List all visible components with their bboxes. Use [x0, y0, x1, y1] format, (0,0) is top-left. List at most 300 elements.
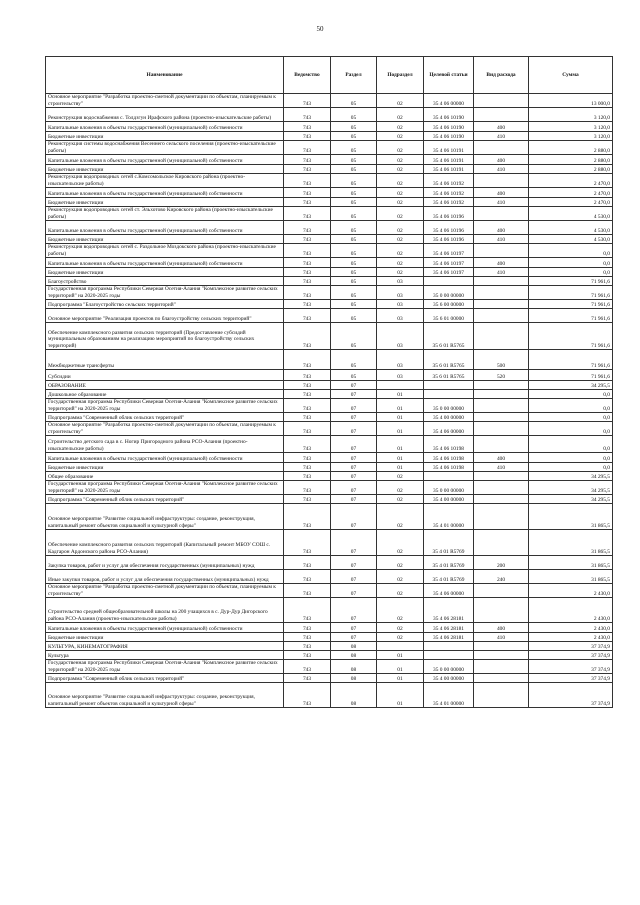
- table-row: [46, 570, 613, 584]
- row-subsection: 01: [377, 453, 424, 463]
- row-subsection: 02: [377, 556, 424, 570]
- row-subsection: 02: [377, 174, 424, 188]
- row-subsection: 03: [377, 323, 424, 350]
- table-row: [46, 623, 613, 633]
- row-sum: 0,0: [529, 413, 613, 422]
- row-expense-type: 240: [474, 570, 529, 584]
- row-ministry: 743: [284, 244, 331, 258]
- row-name: Бюджетные инвестиции: [46, 235, 284, 244]
- row-sum: 71 961,6: [529, 370, 613, 381]
- row-target: 35 6 01 R5765: [424, 370, 474, 381]
- row-target: 35 0 00 00000: [424, 286, 474, 300]
- row-sum: 2 430,0: [529, 633, 613, 642]
- row-sum: 37 374,9: [529, 660, 613, 674]
- row-subsection: 02: [377, 244, 424, 258]
- row-section: 07: [331, 556, 377, 570]
- row-name: Основное мероприятие "Разработка проектно-сметной документации по объектам, планируемым к строительству": [46, 94, 284, 108]
- row-name: Подпрограмма "Современный облик сельских территорий": [46, 495, 284, 504]
- row-section: 05: [331, 188, 377, 198]
- row-expense-type: [474, 642, 529, 651]
- row-ministry: 743: [284, 390, 331, 399]
- row-ministry: 743: [284, 108, 331, 122]
- row-target: 35 4 00 00000: [424, 495, 474, 504]
- header-subsection: Подраздел: [377, 57, 424, 94]
- row-sum: 2 430,0: [529, 598, 613, 623]
- row-expense-type: [474, 174, 529, 188]
- row-name: Культура: [46, 651, 284, 660]
- row-ministry: 743: [284, 122, 331, 132]
- row-ministry: 743: [284, 633, 331, 642]
- row-ministry: 743: [284, 165, 331, 174]
- row-sum: 34 295,5: [529, 472, 613, 481]
- row-target: 35 4 06 10196: [424, 235, 474, 244]
- row-target: 35 4 06 10192: [424, 198, 474, 207]
- row-name: Общее образование: [46, 472, 284, 481]
- row-subsection: 01: [377, 422, 424, 436]
- row-target: 35 4 00 00000: [424, 413, 474, 422]
- row-section: 05: [331, 300, 377, 309]
- row-subsection: 02: [377, 623, 424, 633]
- row-sum: 31 865,5: [529, 570, 613, 584]
- row-section: 07: [331, 530, 377, 556]
- row-expense-type: 400: [474, 155, 529, 165]
- row-section: 05: [331, 174, 377, 188]
- row-target: 35 4 06 10190: [424, 108, 474, 122]
- table-row: [46, 651, 613, 660]
- row-target: 35 4 06 28181: [424, 598, 474, 623]
- row-sum: 4 530,0: [529, 207, 613, 221]
- row-expense-type: [474, 390, 529, 399]
- table-row: [46, 174, 613, 188]
- row-sum: 2 430,0: [529, 623, 613, 633]
- row-name: Бюджетные инвестиции: [46, 132, 284, 141]
- row-target: 35 6 00 00000: [424, 300, 474, 309]
- row-ministry: 743: [284, 481, 331, 495]
- row-section: 07: [331, 463, 377, 472]
- row-section: 07: [331, 570, 377, 584]
- row-sum: 31 865,5: [529, 530, 613, 556]
- row-subsection: 02: [377, 141, 424, 155]
- row-section: 05: [331, 221, 377, 235]
- row-section: 07: [331, 422, 377, 436]
- row-expense-type: [474, 309, 529, 323]
- table-row: [46, 258, 613, 268]
- row-target: [424, 381, 474, 390]
- row-expense-type: [474, 651, 529, 660]
- row-sum: 2 880,0: [529, 141, 613, 155]
- row-sum: 0,0: [529, 422, 613, 436]
- row-section: 07: [331, 504, 377, 530]
- row-target: [424, 277, 474, 286]
- row-section: 05: [331, 323, 377, 350]
- row-subsection: 02: [377, 235, 424, 244]
- table-row: [46, 381, 613, 390]
- row-expense-type: 200: [474, 556, 529, 570]
- header-row: [46, 57, 613, 94]
- row-sum: 37 374,9: [529, 642, 613, 651]
- row-section: 05: [331, 350, 377, 370]
- row-sum: 71 961,6: [529, 286, 613, 300]
- row-ministry: 743: [284, 207, 331, 221]
- table-row: [46, 674, 613, 683]
- row-expense-type: 410: [474, 132, 529, 141]
- row-name: Бюджетные инвестиции: [46, 633, 284, 642]
- row-name: Дошкольное образование: [46, 390, 284, 399]
- row-name: Бюджетные инвестиции: [46, 198, 284, 207]
- row-ministry: 743: [284, 660, 331, 674]
- row-sum: 3 120,0: [529, 122, 613, 132]
- row-sum: 0,0: [529, 244, 613, 258]
- row-subsection: 02: [377, 155, 424, 165]
- row-ministry: 743: [284, 422, 331, 436]
- row-target: 35 4 06 10196: [424, 207, 474, 221]
- row-section: 05: [331, 155, 377, 165]
- row-expense-type: [474, 381, 529, 390]
- row-subsection: 01: [377, 674, 424, 683]
- row-subsection: 02: [377, 268, 424, 277]
- row-expense-type: [474, 504, 529, 530]
- budget-table: [45, 56, 613, 708]
- row-sum: 2 470,0: [529, 188, 613, 198]
- row-target: 35 4 06 10190: [424, 122, 474, 132]
- row-name: Обеспечение комплексного развития сельских территорий (Предоставление субсидий муниципальным образованиям на реализацию мероприятий по благоустройству сельских территорий): [46, 323, 284, 350]
- row-sum: 4 530,0: [529, 235, 613, 244]
- row-name: Основное мероприятие "Развитие социальной инфраструктуры: создание, реконструкция, капитальный ремонт объектов социальной и культурной сферы": [46, 683, 284, 708]
- row-name: Основное мероприятие "Реализация проектов по благоустройству сельских территорий": [46, 309, 284, 323]
- row-name: Бюджетные инвестиции: [46, 268, 284, 277]
- row-name: КУЛЬТУРА, КИНЕМАТОГРАФИЯ: [46, 642, 284, 651]
- row-name: Реконструкция водоснабжения с. Толдзгун Ирафского района (проектно-изыскательские работы): [46, 108, 284, 122]
- page-number: 50: [316, 25, 324, 33]
- row-expense-type: 500: [474, 350, 529, 370]
- row-ministry: 743: [284, 683, 331, 708]
- row-subsection: 02: [377, 481, 424, 495]
- table-row: [46, 598, 613, 623]
- table-row: [46, 399, 613, 413]
- row-name: Закупка товаров, работ и услуг для обеспечения государственных (муниципальных) нужд: [46, 556, 284, 570]
- row-sum: 2 470,0: [529, 174, 613, 188]
- row-section: 05: [331, 370, 377, 381]
- row-expense-type: 410: [474, 165, 529, 174]
- row-sum: 31 865,5: [529, 504, 613, 530]
- row-name: Обеспечение комплексного развития сельских территорий (Капитальный ремонт МБОУ СОШ с. Кадгарон Ардонского района РСО-Алания): [46, 530, 284, 556]
- row-subsection: 02: [377, 132, 424, 141]
- row-section: 05: [331, 132, 377, 141]
- row-expense-type: 400: [474, 453, 529, 463]
- row-subsection: 02: [377, 530, 424, 556]
- row-expense-type: [474, 244, 529, 258]
- table-row: [46, 413, 613, 422]
- row-expense-type: [474, 94, 529, 108]
- row-ministry: 743: [284, 155, 331, 165]
- row-section: 05: [331, 277, 377, 286]
- row-section: 07: [331, 495, 377, 504]
- row-expense-type: [474, 472, 529, 481]
- row-expense-type: [474, 584, 529, 598]
- row-expense-type: [474, 277, 529, 286]
- row-name: Благоустройство: [46, 277, 284, 286]
- row-expense-type: 410: [474, 198, 529, 207]
- row-target: 35 4 06 10197: [424, 244, 474, 258]
- row-expense-type: 400: [474, 221, 529, 235]
- row-ministry: 743: [284, 221, 331, 235]
- row-ministry: 743: [284, 132, 331, 141]
- row-section: 07: [331, 413, 377, 422]
- row-section: 07: [331, 453, 377, 463]
- row-section: 08: [331, 642, 377, 651]
- row-section: 05: [331, 165, 377, 174]
- row-target: 35 4 06 10197: [424, 258, 474, 268]
- row-target: 35 4 06 10191: [424, 155, 474, 165]
- row-name: Капитальные вложения в объекты государственной (муниципальной) собственности: [46, 188, 284, 198]
- row-target: 35 4 06 10191: [424, 165, 474, 174]
- row-sum: 71 961,6: [529, 309, 613, 323]
- row-subsection: 03: [377, 350, 424, 370]
- row-section: 07: [331, 472, 377, 481]
- row-sum: 34 295,5: [529, 381, 613, 390]
- table-row: [46, 660, 613, 674]
- row-sum: 0,0: [529, 436, 613, 453]
- row-name: Строительство детского сада в с. Ногир Пригородного района РСО-Алания (проектно-изыскательские работы): [46, 436, 284, 453]
- row-expense-type: [474, 530, 529, 556]
- row-sum: 3 120,0: [529, 132, 613, 141]
- row-target: 35 4 06 10192: [424, 174, 474, 188]
- row-subsection: 03: [377, 286, 424, 300]
- row-expense-type: [474, 422, 529, 436]
- row-subsection: 01: [377, 463, 424, 472]
- row-ministry: 743: [284, 350, 331, 370]
- row-sum: 71 961,6: [529, 277, 613, 286]
- row-section: 07: [331, 598, 377, 623]
- row-expense-type: [474, 495, 529, 504]
- row-expense-type: 400: [474, 188, 529, 198]
- row-ministry: 743: [284, 235, 331, 244]
- table-row: [46, 188, 613, 198]
- row-target: 35 4 06 10198: [424, 463, 474, 472]
- row-sum: 0,0: [529, 399, 613, 413]
- row-target: 35 4 01 R5769: [424, 530, 474, 556]
- row-subsection: 02: [377, 504, 424, 530]
- row-ministry: 743: [284, 323, 331, 350]
- row-subsection: 02: [377, 188, 424, 198]
- row-subsection: 03: [377, 370, 424, 381]
- table-row: [46, 286, 613, 300]
- table-row: [46, 453, 613, 463]
- row-name: Бюджетные инвестиции: [46, 165, 284, 174]
- table-row: [46, 495, 613, 504]
- table-row: [46, 94, 613, 108]
- row-name: Реконструкция системы водоснабжения Весеннего сельского поселения (проектно-изыскательские работы): [46, 141, 284, 155]
- table-row: [46, 556, 613, 570]
- row-target: 35 4 01 00000: [424, 683, 474, 708]
- row-sum: 31 865,5: [529, 556, 613, 570]
- row-ministry: 743: [284, 413, 331, 422]
- row-section: 07: [331, 381, 377, 390]
- row-name: Государственная программа Республики Северная Осетия-Алания "Комплексное развитие сельских территорий" на 2020-2025 годы: [46, 481, 284, 495]
- header-name: Наименование: [46, 57, 284, 94]
- row-ministry: 743: [284, 584, 331, 598]
- row-sum: 37 374,9: [529, 683, 613, 708]
- row-subsection: 02: [377, 207, 424, 221]
- row-section: 05: [331, 207, 377, 221]
- row-ministry: 743: [284, 504, 331, 530]
- row-section: 07: [331, 633, 377, 642]
- row-expense-type: [474, 683, 529, 708]
- row-subsection: 03: [377, 300, 424, 309]
- row-ministry: 743: [284, 300, 331, 309]
- table-row: [46, 642, 613, 651]
- row-ministry: 743: [284, 436, 331, 453]
- row-target: 35 4 06 00000: [424, 422, 474, 436]
- row-target: 35 0 00 00000: [424, 660, 474, 674]
- row-ministry: 743: [284, 198, 331, 207]
- row-target: 35 4 06 10192: [424, 188, 474, 198]
- row-ministry: 743: [284, 94, 331, 108]
- table-row: [46, 268, 613, 277]
- row-sum: 37 374,9: [529, 651, 613, 660]
- row-subsection: 01: [377, 413, 424, 422]
- row-expense-type: [474, 141, 529, 155]
- table-row: [46, 309, 613, 323]
- row-name: Подпрограмма "Современный облик сельских территорий": [46, 413, 284, 422]
- row-name: Основное мероприятие "Развитие социальной инфраструктуры: создание, реконструкция, капитальный ремонт объектов социальной и культурной сферы": [46, 504, 284, 530]
- table-row: [46, 221, 613, 235]
- row-section: 05: [331, 268, 377, 277]
- row-sum: 2 430,0: [529, 584, 613, 598]
- row-ministry: 743: [284, 472, 331, 481]
- row-name: Государственная программа Республики Северная Осетия-Алания "Комплексное развитие сельских территорий" на 2020-2025 годы: [46, 660, 284, 674]
- row-ministry: 743: [284, 463, 331, 472]
- row-section: 07: [331, 399, 377, 413]
- row-section: 05: [331, 141, 377, 155]
- table-row: [46, 108, 613, 122]
- row-subsection: 02: [377, 258, 424, 268]
- row-expense-type: [474, 399, 529, 413]
- row-sum: 2 880,0: [529, 165, 613, 174]
- row-expense-type: [474, 323, 529, 350]
- table-row: [46, 463, 613, 472]
- row-subsection: 02: [377, 108, 424, 122]
- table-row: [46, 481, 613, 495]
- row-sum: 13 000,0: [529, 94, 613, 108]
- row-expense-type: 400: [474, 623, 529, 633]
- row-target: 35 4 06 10191: [424, 141, 474, 155]
- row-expense-type: 410: [474, 235, 529, 244]
- row-expense-type: [474, 598, 529, 623]
- row-section: 07: [331, 436, 377, 453]
- row-name: Подпрограмма "Благоустройство сельских территорий": [46, 300, 284, 309]
- row-section: 07: [331, 584, 377, 598]
- row-target: 35 4 01 R5769: [424, 570, 474, 584]
- row-subsection: 02: [377, 598, 424, 623]
- row-ministry: 743: [284, 141, 331, 155]
- header-ministry: Ведомство: [284, 57, 331, 94]
- table-row: [46, 530, 613, 556]
- row-subsection: 01: [377, 390, 424, 399]
- row-section: 05: [331, 286, 377, 300]
- row-subsection: 02: [377, 472, 424, 481]
- row-sum: 71 961,6: [529, 323, 613, 350]
- row-expense-type: [474, 300, 529, 309]
- row-ministry: 743: [284, 188, 331, 198]
- row-target: [424, 472, 474, 481]
- row-target: 35 4 06 28181: [424, 623, 474, 633]
- header-section: Раздел: [331, 57, 377, 94]
- table-row: [46, 350, 613, 370]
- row-expense-type: [474, 481, 529, 495]
- row-subsection: 02: [377, 94, 424, 108]
- row-subsection: 01: [377, 651, 424, 660]
- table-row: [46, 207, 613, 221]
- row-target: 35 4 01 R5769: [424, 556, 474, 570]
- row-sum: 2 470,0: [529, 198, 613, 207]
- row-target: 35 4 06 28181: [424, 633, 474, 642]
- row-section: 07: [331, 390, 377, 399]
- row-section: 05: [331, 94, 377, 108]
- row-expense-type: 410: [474, 268, 529, 277]
- row-target: 35 4 00 00000: [424, 674, 474, 683]
- row-ministry: 743: [284, 598, 331, 623]
- row-name: Бюджетные инвестиции: [46, 463, 284, 472]
- row-section: 05: [331, 244, 377, 258]
- row-ministry: 743: [284, 651, 331, 660]
- row-subsection: [377, 642, 424, 651]
- row-name: Государственная программа Республики Северная Осетия-Алания "Комплексное развитие сельских территорий" на 2020-2025 годы: [46, 399, 284, 413]
- row-section: 08: [331, 683, 377, 708]
- row-sum: 0,0: [529, 258, 613, 268]
- table-row: [46, 633, 613, 642]
- row-target: [424, 642, 474, 651]
- row-name: Реконструкция водопроводных сетей с.Комсомольское Кировского района (проектно-изыскательские работы): [46, 174, 284, 188]
- row-target: 35 4 06 10190: [424, 132, 474, 141]
- row-name: Подпрограмма "Современный облик сельских территорий": [46, 674, 284, 683]
- row-subsection: 02: [377, 198, 424, 207]
- row-sum: 4 530,0: [529, 221, 613, 235]
- row-expense-type: 410: [474, 633, 529, 642]
- row-sum: 0,0: [529, 453, 613, 463]
- row-name: Реконструкция водопроводных сетей с. Раздольное Моздокского района (проектно-изыскательские работы): [46, 244, 284, 258]
- row-sum: 0,0: [529, 390, 613, 399]
- row-name: Капитальные вложения в объекты государственной (муниципальной) собственности: [46, 155, 284, 165]
- row-ministry: 743: [284, 623, 331, 633]
- table-row: [46, 370, 613, 381]
- row-sum: 3 120,0: [529, 108, 613, 122]
- row-section: 05: [331, 235, 377, 244]
- row-expense-type: [474, 436, 529, 453]
- row-sum: 71 961,6: [529, 300, 613, 309]
- row-subsection: 01: [377, 436, 424, 453]
- row-target: 35 4 06 10197: [424, 268, 474, 277]
- row-expense-type: 520: [474, 370, 529, 381]
- row-sum: 71 961,6: [529, 350, 613, 370]
- row-target: 35 4 06 10198: [424, 453, 474, 463]
- row-ministry: 743: [284, 268, 331, 277]
- row-ministry: 743: [284, 495, 331, 504]
- row-section: 05: [331, 309, 377, 323]
- row-expense-type: 410: [474, 463, 529, 472]
- row-name: Капитальные вложения в объекты государственной (муниципальной) собственности: [46, 623, 284, 633]
- row-section: 05: [331, 108, 377, 122]
- row-name: Иные закупки товаров, работ и услуг для обеспечения государственных (муниципальных) нужд: [46, 570, 284, 584]
- row-ministry: 743: [284, 642, 331, 651]
- row-ministry: 743: [284, 277, 331, 286]
- table-row: [46, 198, 613, 207]
- row-expense-type: [474, 674, 529, 683]
- row-name: Межбюджетные трансферты: [46, 350, 284, 370]
- row-expense-type: [474, 207, 529, 221]
- row-section: 07: [331, 481, 377, 495]
- row-target: 35 6 01 R5765: [424, 323, 474, 350]
